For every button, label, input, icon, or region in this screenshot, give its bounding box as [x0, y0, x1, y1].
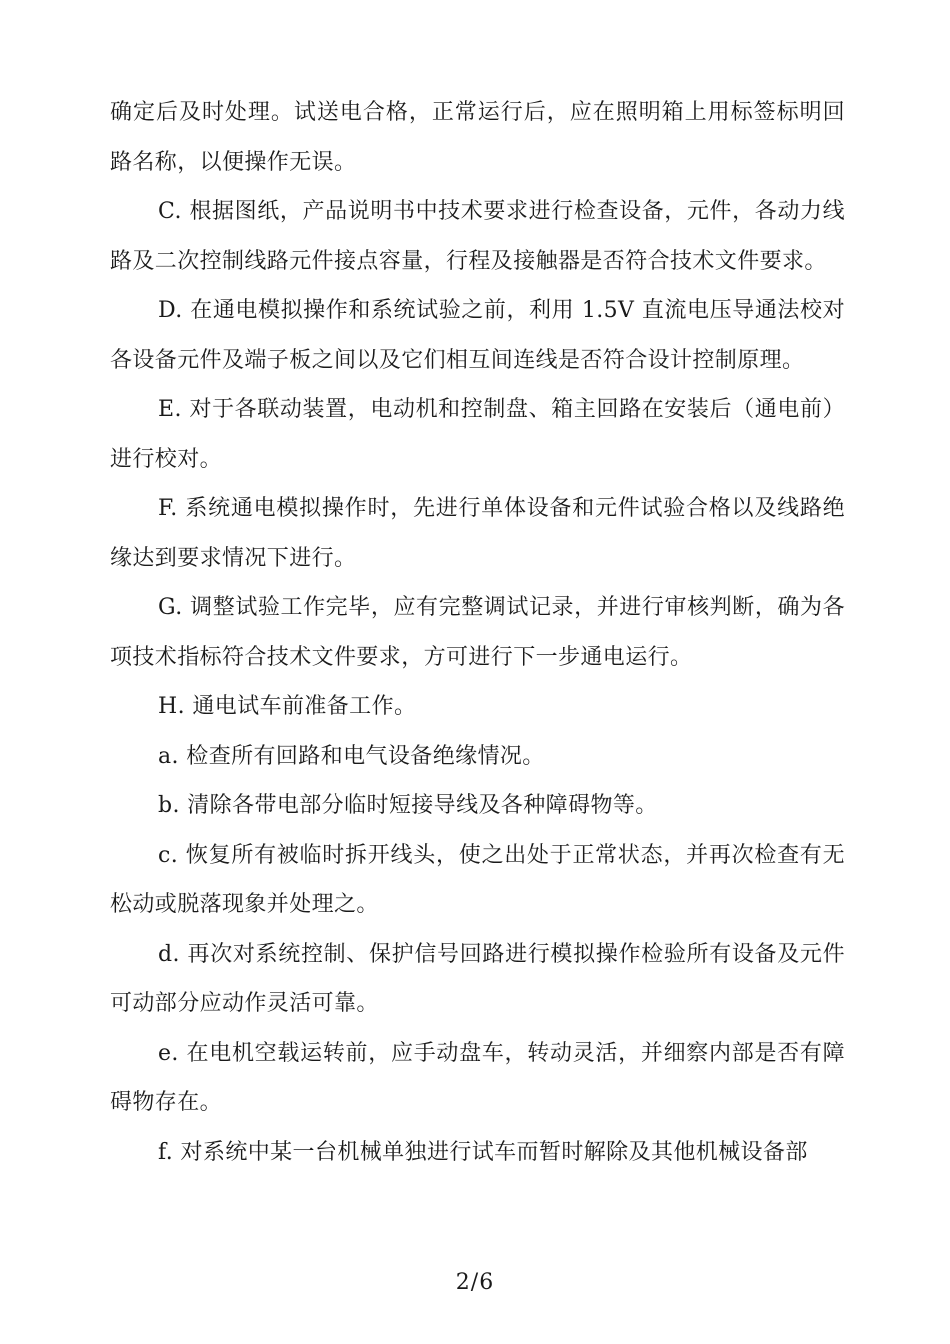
paragraph-f: F. 系统通电模拟操作时，先进行单体设备和元件试验合格以及线路绝缘达到要求情况下进行。 — [110, 496, 845, 571]
paragraph-h: H. 通电试车前准备工作。 — [158, 694, 417, 719]
page-number: 2/6 — [455, 1270, 495, 1295]
paragraph-g: G. 调整试验工作完毕，应有完整调试记录，并进行审核判断，确为各项技术指标符合技术文件要求，方可进行下一步通电运行。 — [110, 595, 845, 670]
list-item-d: d. 再次对系统控制、保护信号回路进行模拟操作检验所有设备及元件可动部分应动作灵活可靠。 — [110, 941, 845, 1016]
list-item-a: a. 检查所有回路和电气设备绝缘情况。 — [158, 743, 545, 769]
paragraph-e: E. 对于各联动装置，电动机和控制盘、箱主回路在安装后（通电前）进行校对。 — [110, 397, 845, 472]
document-body — [110, 88, 845, 1177]
list-item-e: e. 在电机空载运转前，应手动盘车，转动灵活，并细察内部是否有障碍物存在。 — [110, 1040, 845, 1115]
paragraph-d: D. 在通电模拟操作和系统试验之前，利用 1.5V 直流电压导通法校对各设备元件及端子板之间以及它们相互间连线是否符合设计控制原理。 — [110, 298, 845, 373]
paragraph-c: C. 根据图纸，产品说明书中技术要求进行检查设备，元件，各动力线路及二次控制线路元件接点容量，行程及接触器是否符合技术文件要求。 — [110, 199, 845, 274]
list-item-f: f. 对系统中某一台机械单独进行试车而暂时解除及其他机械设备部 — [158, 1139, 808, 1165]
list-item-c: c. 恢复所有被临时拆开线头，使之出处于正常状态，并再次检查有无松动或脱落现象并处理之。 — [110, 842, 845, 917]
list-item-b: b. 清除各带电部分临时短接导线及各种障碍物等。 — [158, 793, 658, 818]
paragraph-continuation: 确定后及时处理。试送电合格，正常运行后，应在照明箱上用标签标明回路名称，以便操作无误。 — [110, 100, 845, 175]
